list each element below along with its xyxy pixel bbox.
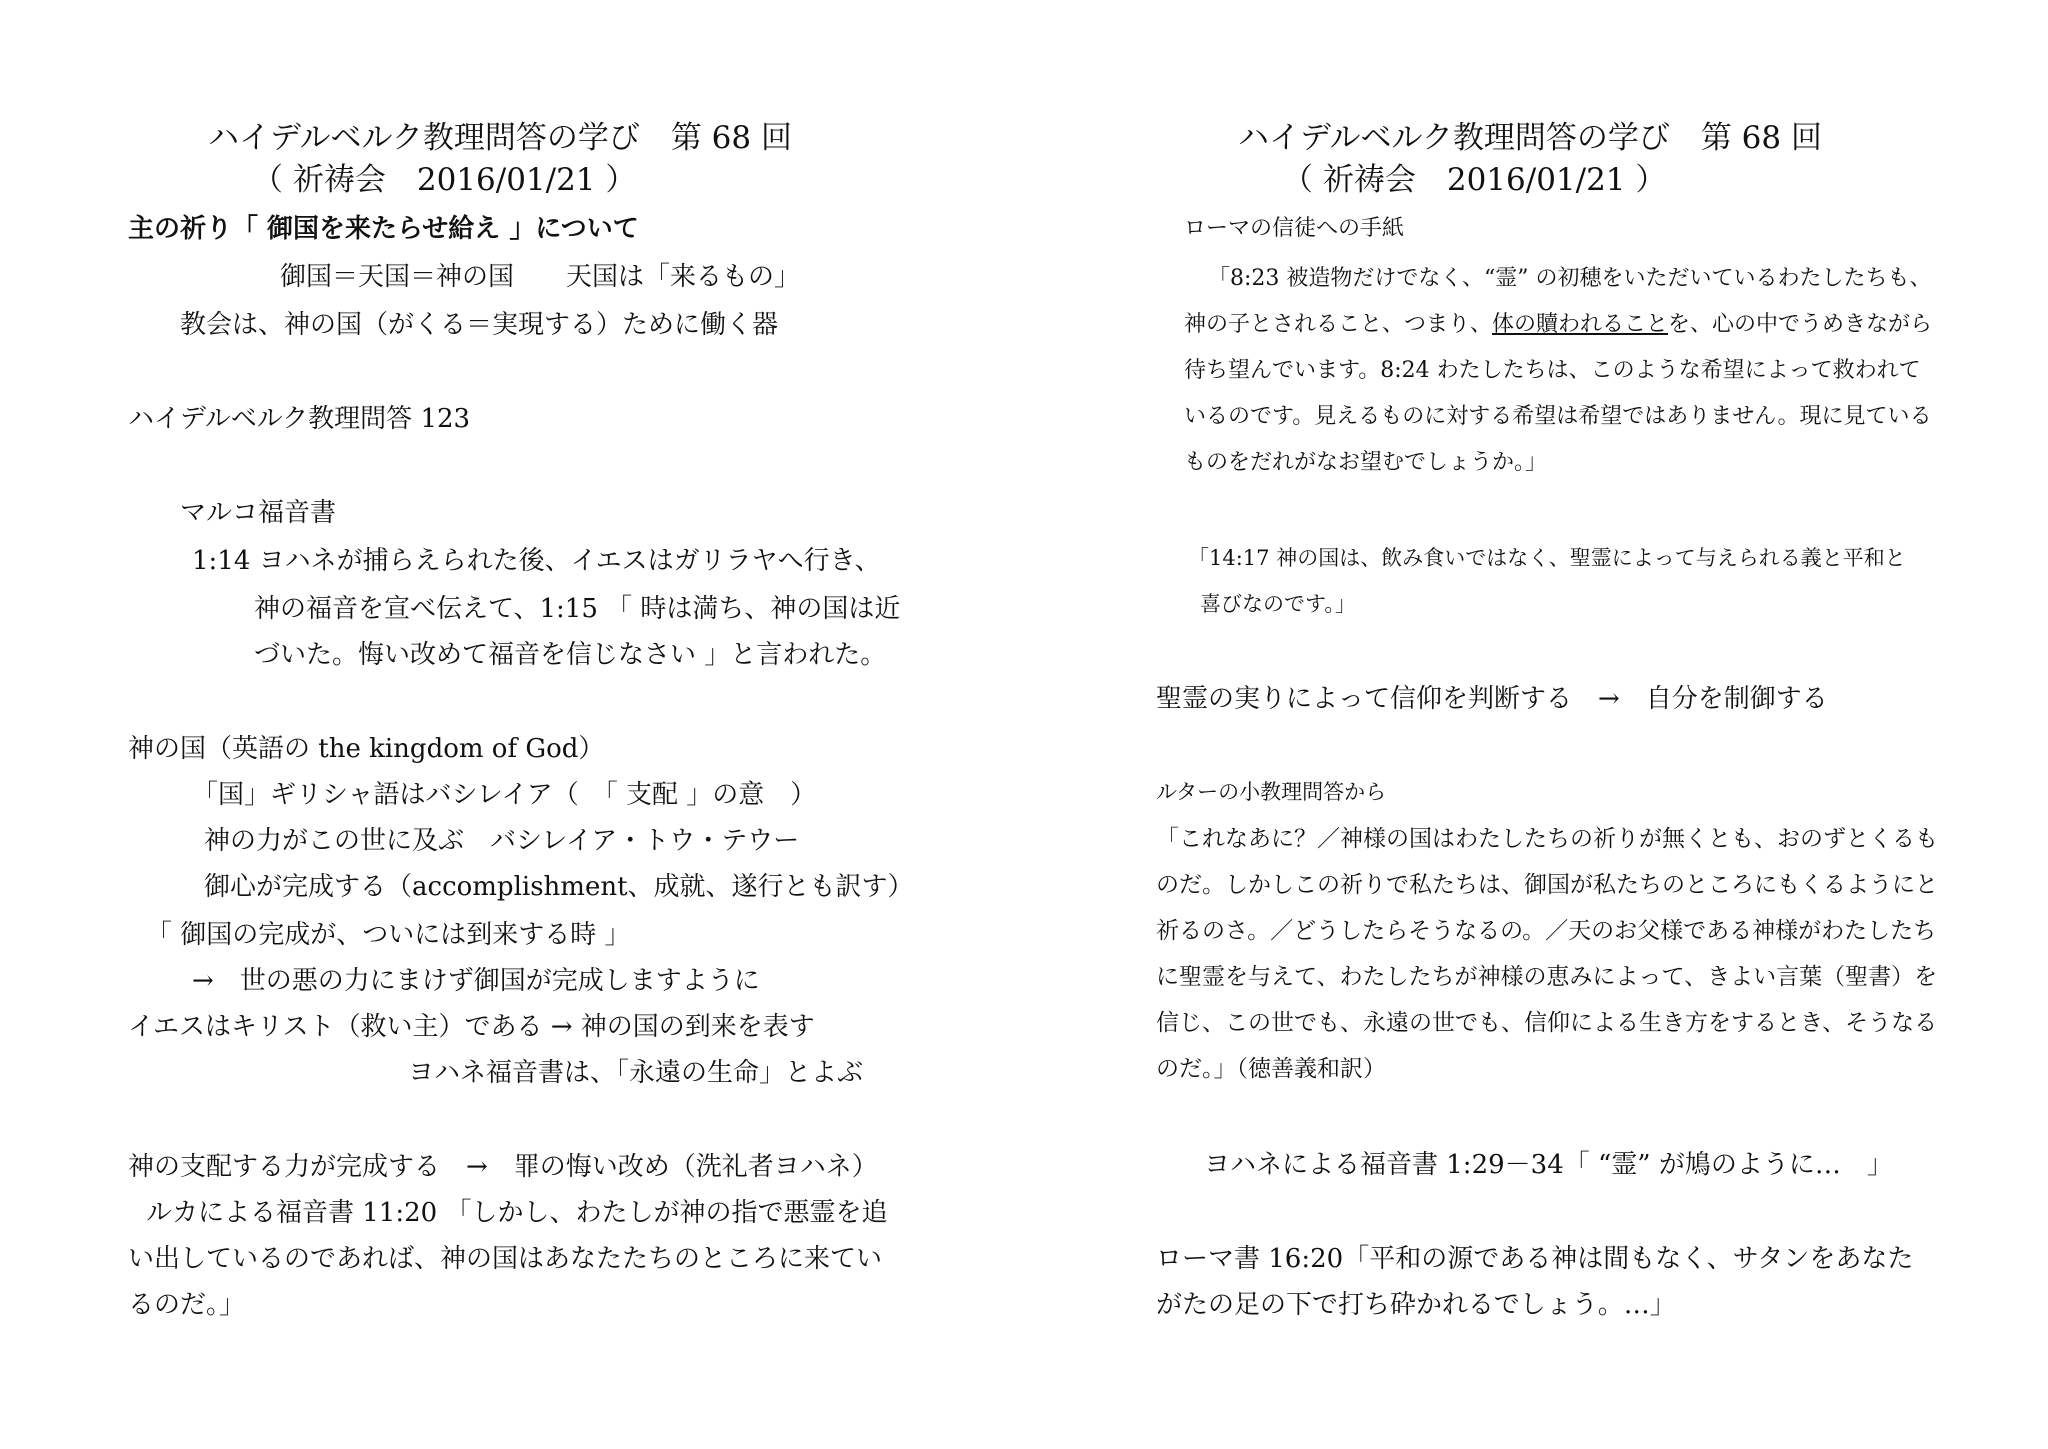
luther-quote-line: 祈るのさ。／どうしたらそうなるの。／天のお父様である神様がわたしたち bbox=[1156, 918, 1937, 944]
left-line: 御心が完成する（accomplishment、成就、遂行とも訳す） bbox=[204, 872, 914, 902]
romans-quote-line: 待ち望んでいます。8:24 わたしたちは、このような希望によって救われて bbox=[1184, 358, 1921, 383]
romans-1417-line: 「14:17 神の国は、飲み食いではなく、聖霊によって与えられる義と平和と bbox=[1188, 546, 1906, 570]
romans-quote-line: 「8:23 被造物だけでなく、“霊” の初穂をいただいているわたしたちも、 bbox=[1208, 266, 1932, 291]
john-gospel-line: ヨハネによる福音書 1:29－34「 “霊” が鳩のように… 」 bbox=[1204, 1150, 1893, 1180]
left-line: マルコ福音書 bbox=[180, 498, 337, 528]
right-page bbox=[1024, 0, 2048, 1449]
left-line: ヨハネ福音書は、「永遠の生命」とよぶ bbox=[408, 1058, 864, 1088]
underlined-phrase: 体の贖われること bbox=[1492, 312, 1669, 337]
left-line: づいた。悔い改めて福音を信じなさい 」と言われた。 bbox=[254, 640, 887, 670]
luther-quote-line: 「これなあに？／神様の国はわたしたちの祈りが無くとも、おのずとくるも bbox=[1156, 826, 1938, 852]
left-line: るのだ。」 bbox=[128, 1290, 246, 1320]
left-line: 御国＝天国＝神の国 天国は「来るもの」 bbox=[280, 262, 801, 292]
left-line: ハイデルベルク教理問答 123 bbox=[128, 404, 471, 434]
right-title-line2: （ 祈祷会 2016/01/21 ） bbox=[1282, 162, 1667, 198]
romans-quote-line: ものをだれがなお望むでしょうか。」 bbox=[1184, 450, 1548, 475]
left-line: い出しているのであれば、神の国はあなたたちのところに来てい bbox=[128, 1244, 883, 1274]
romans-header: ローマの信徒への手紙 bbox=[1184, 216, 1405, 241]
spirit-fruit-line: 聖霊の実りによって信仰を判断する → 自分を制御する bbox=[1156, 684, 1828, 714]
luther-quote-line: に聖霊を与えて、わたしたちが神様の恵みによって、きよい言葉（聖書）を bbox=[1156, 964, 1938, 990]
romans-1620-line: ローマ書 16:20「平和の源である神は間もなく、サタンをあなた bbox=[1156, 1244, 1914, 1274]
left-line: ルカによる福音書 11:20 「しかし、わたしが神の指で悪霊を追 bbox=[146, 1198, 888, 1228]
left-heading: 主の祈り「 御国を来たらせ給え 」について bbox=[128, 214, 639, 244]
right-title-line1: ハイデルベルク教理問答の学び 第 68 回 bbox=[1238, 120, 1822, 156]
romans-1620-line: がたの足の下で打ち砕かれるでしょう。…」 bbox=[1156, 1290, 1676, 1320]
left-line: 神の国（英語の the kingdom of God） bbox=[128, 734, 605, 764]
luther-quote-line: 信じ、この世でも、永遠の世でも、信仰による生き方をするとき、そうなる bbox=[1156, 1010, 1938, 1036]
luther-quote-line: のだ。」（徳善義和訳） bbox=[1156, 1056, 1386, 1082]
romans-quote-line: 神の子とされること、つまり、体の贖われることを、心の中でうめきながら bbox=[1184, 312, 1933, 337]
luther-quote-line: のだ。しかしこの祈りで私たちは、御国が私たちのところにもくるようにと bbox=[1156, 872, 1938, 898]
left-line: イエスはキリスト（救い主）である → 神の国の到来を表す bbox=[128, 1012, 815, 1042]
left-line: → 世の悪の力にまけず御国が完成しますように bbox=[192, 966, 760, 996]
left-line: 神の支配する力が完成する → 罪の悔い改め（洗礼者ヨハネ） bbox=[128, 1152, 878, 1182]
left-line: 1:14 ヨハネが捕らえられた後、イエスはガリラヤへ行き、 bbox=[192, 546, 881, 576]
romans-quote-line: いるのです。見えるものに対する希望は希望ではありません。現に見ている bbox=[1184, 404, 1932, 429]
left-line: 神の力がこの世に及ぶ バシレイア・トウ・テウー bbox=[204, 826, 800, 856]
left-title-line2: （ 祈祷会 2016/01/21 ） bbox=[252, 162, 637, 198]
romans-1417-line: 喜びなのです。」 bbox=[1200, 592, 1356, 616]
left-line: 「国」ギリシャ語はバシレイア（ 「 支配 」の意 ） bbox=[192, 780, 817, 810]
left-line: 教会は、神の国（がくる＝実現する）ために働く器 bbox=[180, 310, 779, 340]
luther-header: ルターの小教理問答から bbox=[1156, 780, 1387, 804]
left-line: 「 御国の完成が、ついには到来する時 」 bbox=[146, 920, 631, 950]
left-title-line1: ハイデルベルク教理問答の学び 第 68 回 bbox=[208, 120, 792, 156]
left-line: 神の福音を宣べ伝えて、1:15 「 時は満ち、神の国は近 bbox=[254, 594, 901, 624]
